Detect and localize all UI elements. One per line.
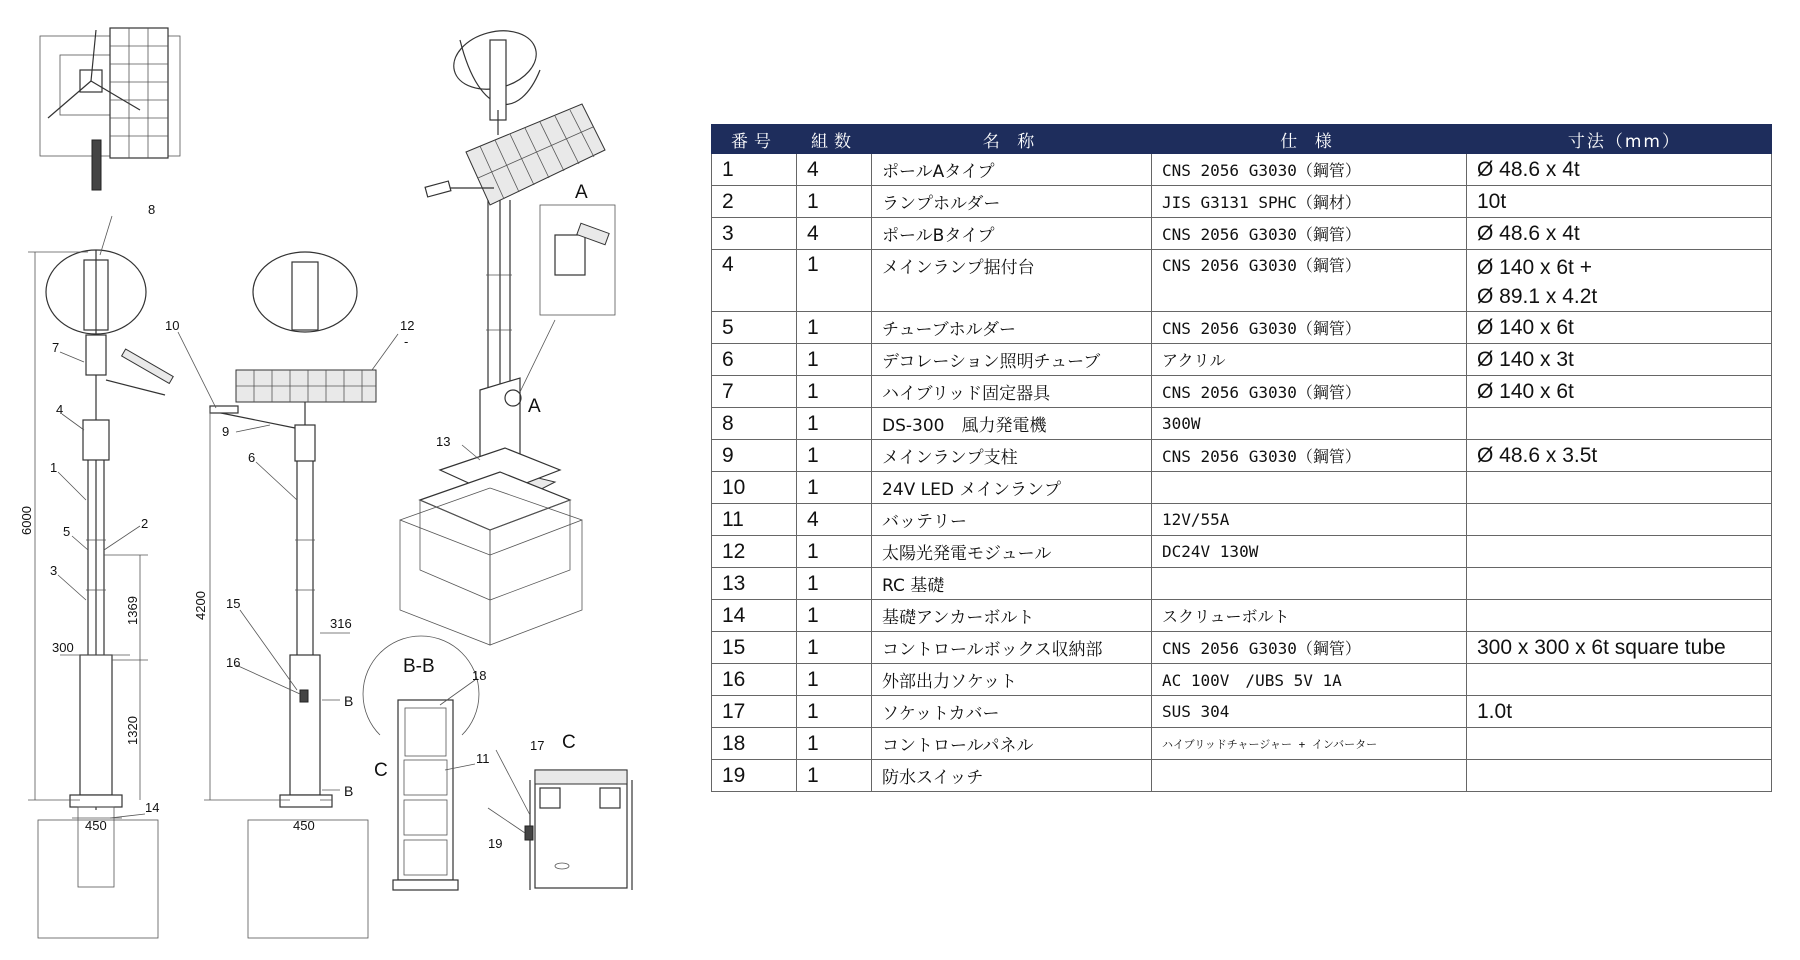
top-plan-view	[40, 28, 180, 190]
table-row	[712, 154, 1772, 186]
cell-name: 防水スイッチ	[872, 760, 1152, 792]
mark-c-left: C	[374, 760, 388, 781]
header-qty: 組数	[797, 125, 872, 154]
mark-b-upper: B	[344, 693, 354, 709]
label-15: 15	[226, 596, 241, 611]
cell-name: コントロールボックス収納部	[872, 632, 1152, 664]
cell-no: 6	[712, 344, 797, 376]
table-row	[712, 728, 1772, 760]
cell-name: ハイブリッド固定器具	[872, 376, 1152, 408]
label-7: 7	[52, 340, 60, 355]
dim-316: 316	[330, 616, 352, 631]
cell-name: RC 基礎	[872, 568, 1152, 600]
cell-no: 5	[712, 312, 797, 344]
table-row	[712, 472, 1772, 504]
cell-dim: Ø 140 x 6t	[1467, 376, 1772, 408]
label-4: 4	[56, 402, 64, 417]
label-dash: -	[404, 334, 409, 349]
label-1: 1	[50, 460, 58, 475]
cell-dim-line-2: Ø 89.1 x 4.2t	[1477, 285, 1598, 308]
cell-dim-line-1: Ø 140 x 6t +	[1477, 256, 1592, 279]
cell-qty: 1	[797, 250, 872, 312]
cell-name: 基礎アンカーボルト	[872, 600, 1152, 632]
table-row	[712, 696, 1772, 728]
isometric-view	[400, 22, 615, 645]
table-row	[712, 760, 1772, 792]
cell-name: チューブホルダー	[872, 312, 1152, 344]
cell-spec: CNS 2056 G3030（鋼管）	[1152, 250, 1467, 312]
label-18: 18	[472, 668, 487, 683]
cell-qty: 1	[797, 472, 872, 504]
dim-450-left: 450	[85, 818, 107, 833]
cell-spec: CNS 2056 G3030（鋼管）	[1152, 440, 1467, 472]
table-row	[712, 376, 1772, 408]
cell-name: 24V LED メインランプ	[872, 472, 1152, 504]
cell-qty: 1	[797, 186, 872, 218]
cell-no: 9	[712, 440, 797, 472]
table-row	[712, 186, 1772, 218]
cell-dim	[1467, 664, 1772, 696]
cell-name: ポールBタイプ	[872, 218, 1152, 250]
cell-no: 17	[712, 696, 797, 728]
cell-qty: 1	[797, 664, 872, 696]
technical-drawing	[0, 0, 700, 960]
cell-dim: Ø 48.6 x 4t	[1467, 154, 1772, 186]
cell-no: 8	[712, 408, 797, 440]
dim-300: 300	[52, 640, 74, 655]
cell-spec: DC24V 130W	[1152, 536, 1467, 568]
mark-a-top: A	[575, 182, 588, 203]
header-no: 番号	[712, 125, 797, 154]
cell-dim	[1467, 536, 1772, 568]
cell-qty: 1	[797, 344, 872, 376]
cell-spec: 300W	[1152, 408, 1467, 440]
cell-spec: CNS 2056 G3030（鋼管）	[1152, 154, 1467, 186]
cell-no: 11	[712, 504, 797, 536]
table-row	[712, 344, 1772, 376]
cell-dim: Ø 48.6 x 4t	[1467, 218, 1772, 250]
header-spec: 仕 様	[1152, 125, 1467, 154]
cell-spec: CNS 2056 G3030（鋼管）	[1152, 218, 1467, 250]
cell-no: 16	[712, 664, 797, 696]
cell-dim: 300 x 300 x 6t square tube	[1467, 632, 1772, 664]
dim-1369: 1369	[125, 596, 140, 625]
cell-qty: 1	[797, 600, 872, 632]
cell-dim	[1467, 568, 1772, 600]
cell-no: 12	[712, 536, 797, 568]
cell-spec	[1152, 568, 1467, 600]
cell-qty: 4	[797, 504, 872, 536]
label-9: 9	[222, 424, 230, 439]
cell-dim	[1467, 600, 1772, 632]
cell-qty: 1	[797, 568, 872, 600]
table-row	[712, 536, 1772, 568]
header-dim: 寸法（mm）	[1467, 125, 1772, 154]
cell-name: ソケットカバー	[872, 696, 1152, 728]
mark-c-right: C	[562, 732, 576, 753]
mark-b-lower: B	[344, 783, 354, 799]
header-name: 名 称	[872, 125, 1152, 154]
cell-dim	[1467, 504, 1772, 536]
dim-1320: 1320	[125, 716, 140, 745]
label-17: 17	[530, 738, 545, 753]
cell-qty: 1	[797, 760, 872, 792]
cell-name: 太陽光発電モジュール	[872, 536, 1152, 568]
cell-no: 7	[712, 376, 797, 408]
cell-name: コントロールパネル	[872, 728, 1152, 760]
parts-table	[711, 124, 1772, 792]
label-5: 5	[63, 524, 71, 539]
table-row	[712, 568, 1772, 600]
table-row	[712, 664, 1772, 696]
cell-spec: ハイブリッドチャージャー + インバーター	[1152, 728, 1467, 760]
cell-name: ランプホルダー	[872, 186, 1152, 218]
cell-dim: Ø 140 x 6t	[1467, 312, 1772, 344]
table-row	[712, 250, 1772, 312]
cell-no: 15	[712, 632, 797, 664]
table-body	[712, 154, 1772, 792]
table-row	[712, 632, 1772, 664]
table-row	[712, 218, 1772, 250]
table-header	[712, 125, 1772, 154]
cell-qty: 1	[797, 376, 872, 408]
cell-spec: CNS 2056 G3030（鋼管）	[1152, 632, 1467, 664]
cell-name: 外部出力ソケット	[872, 664, 1152, 696]
cell-dim	[1467, 760, 1772, 792]
table-row	[712, 600, 1772, 632]
label-2: 2	[141, 516, 149, 531]
cell-dim	[1467, 728, 1772, 760]
table-row	[712, 440, 1772, 472]
cell-dim: 1.0t	[1467, 696, 1772, 728]
cell-qty: 1	[797, 536, 872, 568]
cell-no: 18	[712, 728, 797, 760]
cell-dim: 10t	[1467, 186, 1772, 218]
label-10: 10	[165, 318, 180, 333]
cell-spec: AC 100V /UBS 5V 1A	[1152, 664, 1467, 696]
cell-spec: JIS G3131 SPHC（鋼材）	[1152, 186, 1467, 218]
cell-qty: 1	[797, 696, 872, 728]
label-19: 19	[488, 836, 503, 851]
cell-qty: 1	[797, 408, 872, 440]
cell-name: DS-300 風力発電機	[872, 408, 1152, 440]
cell-no: 2	[712, 186, 797, 218]
cell-no: 13	[712, 568, 797, 600]
label-3: 3	[50, 563, 58, 578]
detail-c	[488, 750, 632, 890]
label-14: 14	[145, 800, 160, 815]
cell-dim: Ø 140 x 3t	[1467, 344, 1772, 376]
cell-qty: 1	[797, 312, 872, 344]
cell-dim	[1467, 472, 1772, 504]
label-13: 13	[436, 434, 451, 449]
cell-spec: 12V/55A	[1152, 504, 1467, 536]
cell-no: 4	[712, 250, 797, 312]
table-row	[712, 408, 1772, 440]
cell-name: バッテリー	[872, 504, 1152, 536]
table-row	[712, 504, 1772, 536]
dim-6000: 6000	[19, 506, 34, 535]
table-row	[712, 312, 1772, 344]
cell-spec: CNS 2056 G3030（鋼管）	[1152, 376, 1467, 408]
cell-spec	[1152, 760, 1467, 792]
cell-spec: SUS 304	[1152, 696, 1467, 728]
cell-qty: 4	[797, 218, 872, 250]
cell-qty: 1	[797, 728, 872, 760]
cell-dim: Ø 48.6 x 3.5t	[1467, 440, 1772, 472]
cell-dim	[1467, 408, 1772, 440]
cell-no: 3	[712, 218, 797, 250]
cell-no: 19	[712, 760, 797, 792]
cell-spec	[1152, 472, 1467, 504]
cell-dim	[1467, 250, 1772, 312]
cell-spec: アクリル	[1152, 344, 1467, 376]
cell-qty: 1	[797, 440, 872, 472]
cell-name: ポールAタイプ	[872, 154, 1152, 186]
title-bb: B-B	[403, 656, 435, 677]
middle-elevation	[178, 252, 398, 938]
cell-qty: 4	[797, 154, 872, 186]
dim-450-mid: 450	[293, 818, 315, 833]
cell-name: デコレーション照明チューブ	[872, 344, 1152, 376]
cell-no: 10	[712, 472, 797, 504]
label-11: 11	[476, 751, 490, 766]
label-16: 16	[226, 655, 241, 670]
cell-name: メインランプ支柱	[872, 440, 1152, 472]
cell-spec: CNS 2056 G3030（鋼管）	[1152, 312, 1467, 344]
cell-name: メインランプ据付台	[872, 250, 1152, 312]
cell-qty: 1	[797, 632, 872, 664]
cell-spec: スクリューボルト	[1152, 600, 1467, 632]
label-6: 6	[248, 450, 256, 465]
cell-no: 1	[712, 154, 797, 186]
mark-a: A	[528, 396, 541, 417]
cell-no: 14	[712, 600, 797, 632]
dim-4200: 4200	[193, 591, 208, 620]
label-8: 8	[148, 202, 156, 217]
label-12: 12	[400, 318, 415, 333]
